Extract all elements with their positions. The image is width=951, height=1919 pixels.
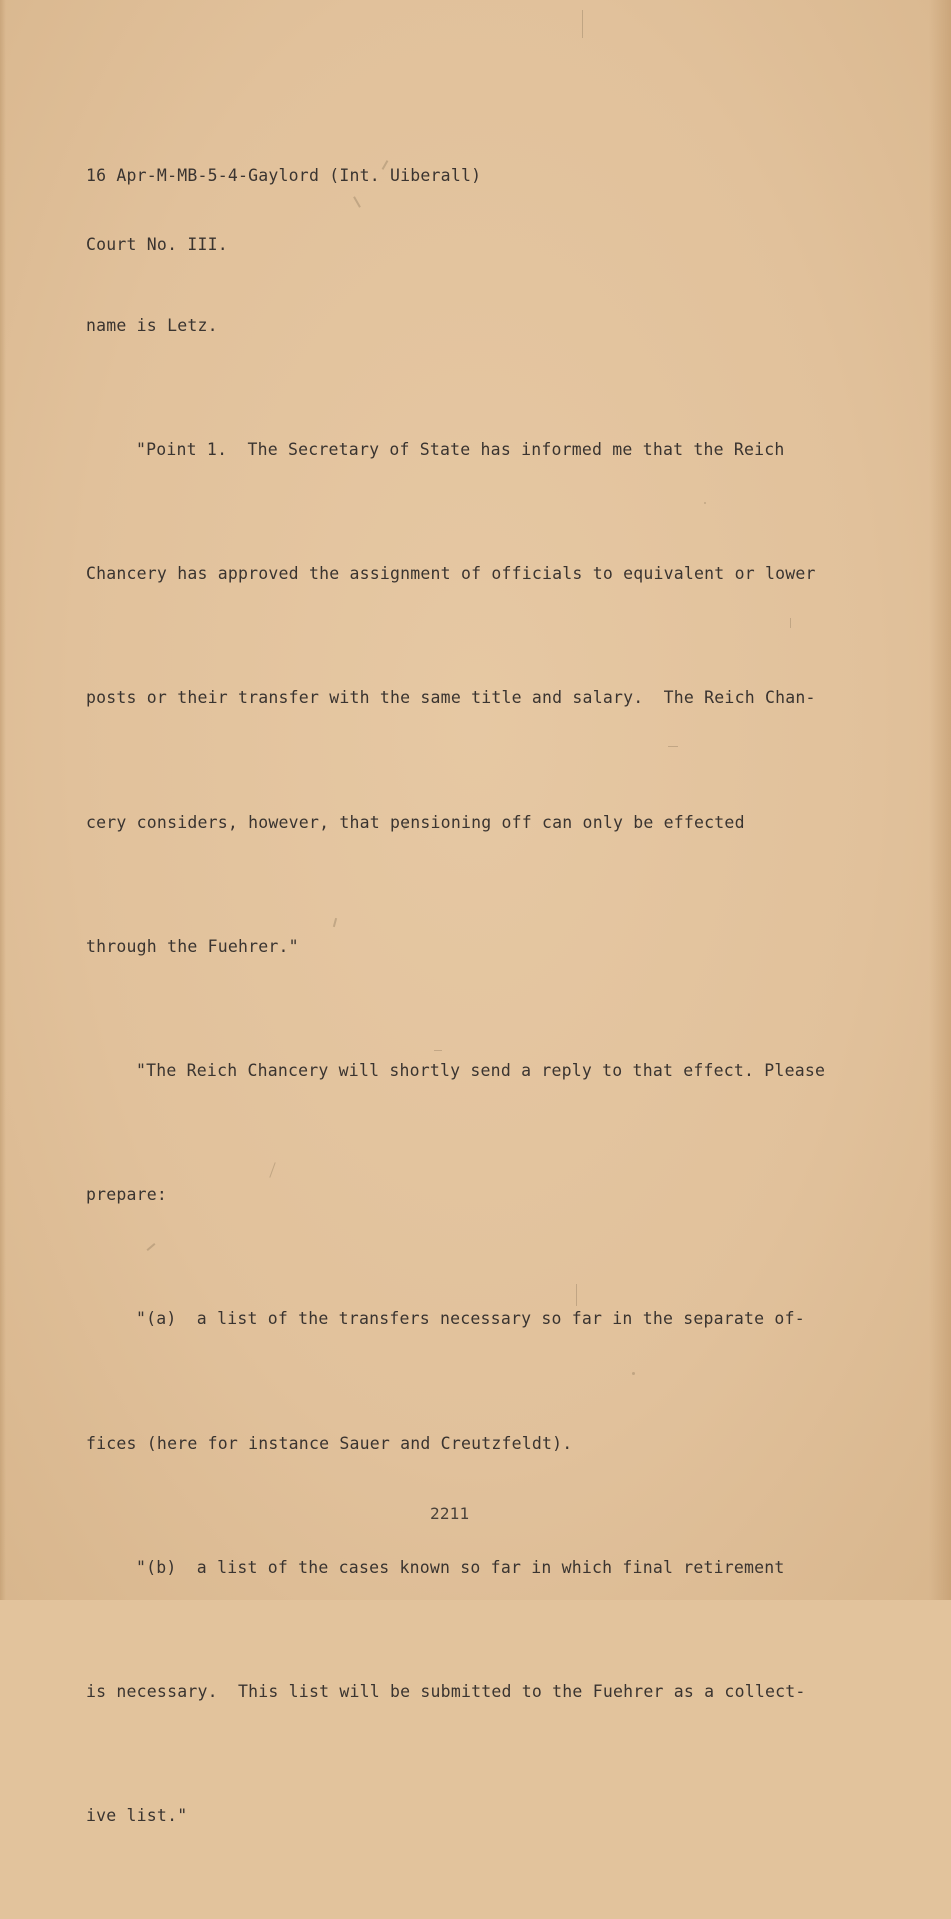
body-line: ive list." [86,1806,188,1826]
paper-edge-left [0,0,6,1600]
header-court-line: Court No. III. [86,235,228,254]
body-line: prepare: [86,1185,168,1205]
body-line: "The Reich Chancery will shortly send a reply to that effect. Please [136,1061,826,1081]
body-line: posts or their transfer with the same title and salary. The Reich Chan- [86,688,816,708]
body-line: cery considers, however, that pensioning off can only be effected [86,812,745,832]
body-line: Chancery has approved the assignment of officials to equivalent or lower [86,564,816,584]
page-number: 2211 [430,1504,470,1523]
body-line: "(a) a list of the transfers necessary so far in the separate of- [136,1309,805,1329]
paper-edge-right [929,0,951,1600]
header-session-line: 16 Apr-M-MB-5-4-Gaylord (Int. Uiberall) [86,166,482,185]
paper-speck [582,10,583,38]
body-line: "Point 1. The Secretary of State has informed me that the Reich [136,440,785,460]
transcript-body [86,222,825,1919]
body-line: name is Letz. [86,315,218,335]
body-line: fices (here for instance Sauer and Creutzfeldt). [86,1433,573,1453]
body-line: "(b) a list of the cases known so far in which final retirement [136,1557,785,1577]
body-line: through the Fuehrer." [86,936,299,956]
body-line: is necessary. This list will be submitted to the Fuehrer as a collect- [86,1682,806,1702]
